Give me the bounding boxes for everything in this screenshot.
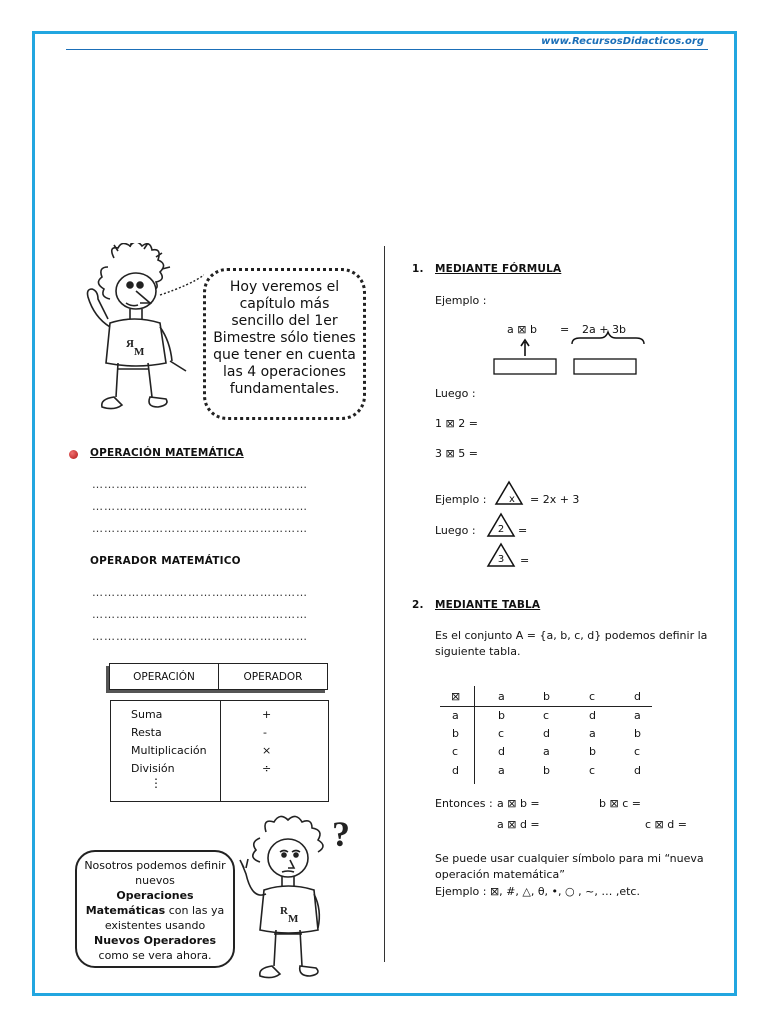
table-cell: c xyxy=(543,709,550,722)
operator-plus: + xyxy=(262,708,272,721)
triangle-formula: = 2x + 3 xyxy=(530,493,580,506)
table-cell: a xyxy=(498,764,505,777)
website-url[interactable]: www.RecursosDidacticos.org xyxy=(541,36,704,47)
cartoon-character-illustration-2 xyxy=(236,812,366,992)
luego-label: Luego : xyxy=(435,387,476,400)
header-rule xyxy=(66,49,708,50)
blank-line[interactable]: ……………………………………………… xyxy=(92,478,308,491)
blank-line[interactable]: ……………………………………………… xyxy=(92,630,308,643)
table-cell: c xyxy=(589,764,596,777)
table-cell: d xyxy=(634,764,641,777)
table-col-header: a xyxy=(498,690,505,703)
example-2: 3 ⊠ 5 = xyxy=(435,447,478,460)
bullet-icon xyxy=(69,450,78,459)
triangle-x: x xyxy=(509,494,515,505)
table-cell: d xyxy=(589,709,596,722)
formula-left: a ⊠ b xyxy=(507,323,537,336)
blank-line[interactable]: ……………………………………………… xyxy=(92,500,308,513)
speech-bubble: Hoy veremos el capítulo más sencillo del 1er Bimestre sólo tienes que tener en cuenta las 4 operaciones fundamentales. xyxy=(203,268,366,420)
shirt-letter-m-2: M xyxy=(288,913,299,925)
operator-times: × xyxy=(262,744,272,757)
table-cell: d xyxy=(498,745,505,758)
bubble2-line1: Nosotros podemos definir nuevos xyxy=(84,859,226,887)
column-divider xyxy=(384,246,385,962)
formula-diagram xyxy=(490,330,650,378)
entonces-3: a ⊠ d = xyxy=(497,818,540,831)
operator-divide: ÷ xyxy=(262,762,272,775)
table-cell: a xyxy=(452,709,459,722)
table-corner-symbol: ⊠ xyxy=(451,690,461,703)
table-cell: c xyxy=(498,727,505,740)
section2-description-2: siguiente tabla. xyxy=(435,645,521,658)
example-1: 1 ⊠ 2 = xyxy=(435,417,478,430)
table-cell: b xyxy=(498,709,505,722)
operation-resta: Resta xyxy=(131,726,162,739)
triangle-3-equals: = xyxy=(520,554,530,567)
symbols-text-3: Ejemplo : ⊠, #, △, θ, •, ○ , ~, … ,etc. xyxy=(435,885,640,898)
table-cell: d xyxy=(543,727,550,740)
table-cell: a xyxy=(634,709,641,722)
operation-division: División xyxy=(131,762,175,775)
speech-bubble-2 xyxy=(75,850,235,968)
table-cell: b xyxy=(452,727,459,740)
table-column-rule xyxy=(474,686,475,784)
formula-right: 2a + 3b xyxy=(582,323,626,336)
vertical-ellipsis: ⋮ xyxy=(150,776,162,790)
blank-line[interactable]: ……………………………………………… xyxy=(92,522,308,535)
ejemplo2-label: Ejemplo : xyxy=(435,493,487,506)
bubble2-line2: con las ya existentes usando xyxy=(104,904,225,932)
table-header-rule xyxy=(440,706,652,707)
entonces-label: Entonces : xyxy=(435,797,493,810)
triangle-2: 2 xyxy=(497,524,505,535)
table-col-header: d xyxy=(634,690,641,703)
table-cell: a xyxy=(543,745,550,758)
operation-multiplicacion: Multiplicación xyxy=(131,744,207,757)
entonces-4: c ⊠ d = xyxy=(645,818,687,831)
section-operador-title: OPERADOR MATEMÁTICO xyxy=(90,555,241,567)
operation-suma: Suma xyxy=(131,708,163,721)
ejemplo-label: Ejemplo : xyxy=(435,294,487,307)
triangle-2-equals: = xyxy=(518,524,528,537)
table-cell: a xyxy=(589,727,596,740)
symbols-text-2: operación matemática” xyxy=(435,868,565,881)
table-cell: b xyxy=(543,764,550,777)
table-col-header: c xyxy=(589,690,596,703)
operations-table-header xyxy=(109,663,328,690)
luego2-label: Luego : xyxy=(435,524,476,537)
shirt-letter-r-2: R xyxy=(280,905,288,917)
cartoon-character-illustration xyxy=(74,243,204,428)
table-cell: c xyxy=(452,745,459,758)
formula-equals: = xyxy=(560,323,570,336)
section1-title: MEDIANTE FÓRMULA xyxy=(435,263,562,275)
table-cell: b xyxy=(589,745,596,758)
entonces-2: b ⊠ c = xyxy=(599,797,641,810)
section2-description-1: Es el conjunto A = {a, b, c, d} podemos definir la xyxy=(435,629,708,642)
entonces-1: a ⊠ b = xyxy=(497,797,540,810)
bubble2-bold2: Nuevos Operadores xyxy=(94,934,216,947)
table-col-header: b xyxy=(543,690,550,703)
section2-number: 2. xyxy=(412,599,424,611)
operator-minus: - xyxy=(263,726,267,739)
question-mark-icon: ? xyxy=(332,814,350,854)
blank-line[interactable]: ……………………………………………… xyxy=(92,608,308,621)
section-operacion-title: OPERACIÓN MATEMÁTICA xyxy=(90,447,244,459)
triangle-3: 3 xyxy=(497,554,505,565)
section1-number: 1. xyxy=(412,263,424,275)
blank-line[interactable]: ……………………………………………… xyxy=(92,586,308,599)
bubble2-line3: como se vera ahora. xyxy=(98,949,212,962)
table-cell: b xyxy=(634,727,641,740)
section2-title: MEDIANTE TABLA xyxy=(435,599,541,611)
table-cell: d xyxy=(452,764,459,777)
bubble2-bold1: Operaciones Matemáticas xyxy=(85,889,194,917)
table-cell: c xyxy=(634,745,641,758)
header-operador: OPERADOR xyxy=(243,670,303,683)
shirt-letter-m: M xyxy=(134,346,145,358)
header-operacion: OPERACIÓN xyxy=(110,664,219,689)
shirt-letter-r: Я xyxy=(126,338,134,350)
symbols-text-1: Se puede usar cualquier símbolo para mi “nueva xyxy=(435,852,704,865)
